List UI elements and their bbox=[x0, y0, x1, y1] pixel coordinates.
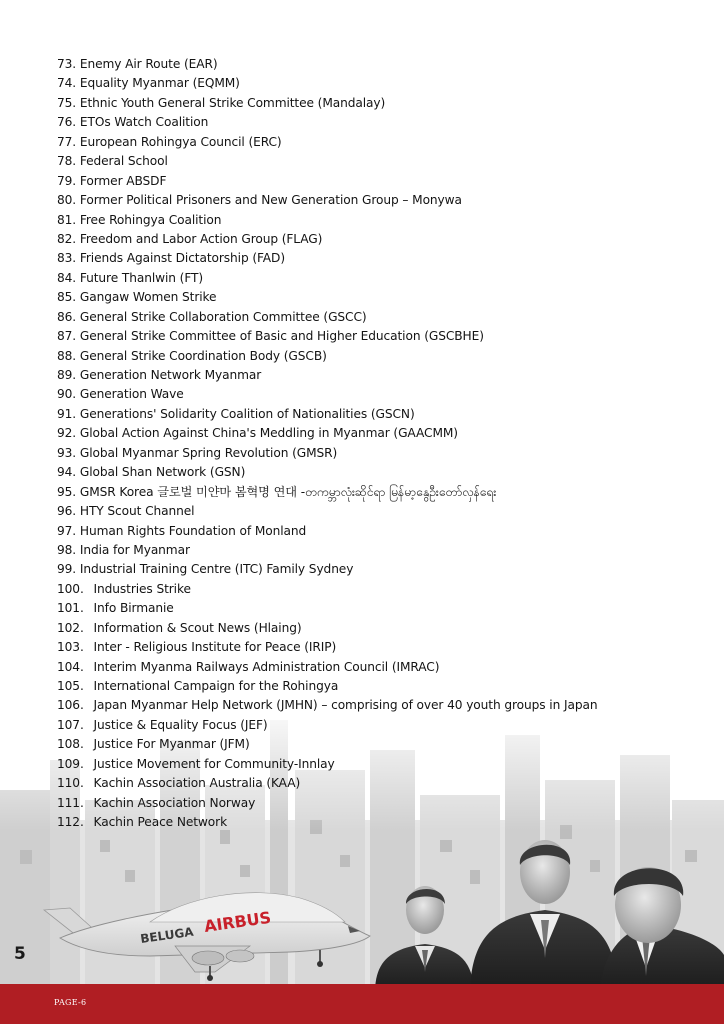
list-item-text: Future Thanlwin (FT) bbox=[79, 270, 204, 285]
list-item-text: Friends Against Dictatorship (FAD) bbox=[79, 251, 285, 266]
list-item-number: 99. bbox=[57, 562, 77, 577]
list-item-number: 93. bbox=[57, 445, 77, 460]
list-item bbox=[57, 269, 597, 288]
footer-page-label: PAGE-6 bbox=[54, 998, 87, 1007]
list-item bbox=[57, 463, 597, 482]
list-item-text: General Strike Committee of Basic and Higher Education (GSCBHE) bbox=[79, 329, 484, 344]
list-item-text: Equality Myanmar (EQMM) bbox=[79, 76, 240, 91]
list-item-text: Justice For Myanmar (JFM) bbox=[93, 737, 250, 752]
list-item bbox=[57, 502, 597, 521]
list-item-text: Industries Strike bbox=[93, 581, 191, 596]
list-item-text: European Rohingya Council (ERC) bbox=[79, 134, 282, 149]
list-item-text: Industrial Training Centre (ITC) Family Sydney bbox=[79, 562, 354, 577]
list-item-number: 76. bbox=[57, 115, 77, 130]
page-number: 5 bbox=[14, 944, 26, 964]
list-item bbox=[57, 385, 597, 404]
list-item-number: 107. bbox=[57, 717, 84, 732]
list-item-number: 111. bbox=[57, 795, 84, 810]
list-item-text: HTY Scout Channel bbox=[79, 504, 195, 519]
list-item-text: Information & Scout News (Hlaing) bbox=[93, 620, 302, 635]
footer-bar bbox=[0, 984, 724, 1024]
list-item-text: International Campaign for the Rohingya bbox=[93, 679, 339, 693]
list-item bbox=[57, 696, 597, 715]
list-item-text: Kachin Association Australia (KAA) bbox=[93, 776, 301, 791]
list-item-number: 103. bbox=[57, 640, 84, 655]
list-item-number: 88. bbox=[57, 348, 77, 363]
list-item bbox=[57, 347, 597, 366]
list-item bbox=[57, 638, 597, 657]
list-item-text: Generation Network Myanmar bbox=[79, 368, 262, 382]
list-item-text: Kachin Peace Network bbox=[93, 815, 228, 830]
list-item-number: 109. bbox=[57, 756, 84, 771]
list-item-text: Generation Wave bbox=[79, 387, 184, 402]
list-item-text: General Strike Coordination Body (GSCB) bbox=[79, 348, 327, 363]
list-item-text: Kachin Association Norway bbox=[93, 795, 256, 810]
list-item-number: 86. bbox=[57, 309, 77, 324]
list-item-text: Generations' Solidarity Coalition of Nationalities (GSCN) bbox=[79, 406, 415, 421]
list-item-number: 106. bbox=[57, 698, 84, 713]
list-item-number: 100. bbox=[57, 581, 84, 596]
list-item bbox=[57, 774, 597, 793]
list-item bbox=[57, 152, 597, 171]
list-item-number: 102. bbox=[57, 620, 84, 635]
list-item bbox=[57, 113, 597, 132]
list-item bbox=[57, 366, 597, 385]
list-item bbox=[57, 424, 597, 443]
list-item-number: 92. bbox=[57, 426, 77, 441]
list-item-text: Japan Myanmar Help Network (JMHN) – comprising of over 40 youth groups in Japan bbox=[93, 698, 598, 713]
list-item bbox=[57, 327, 597, 346]
list-item-number: 79. bbox=[57, 173, 77, 188]
list-item-text: Global Shan Network (GSN) bbox=[79, 465, 246, 480]
list-item bbox=[57, 755, 597, 774]
list-item-text: Former Political Prisoners and New Generation Group – Monywa bbox=[79, 193, 462, 208]
list-item bbox=[57, 94, 597, 113]
list-item-number: 98. bbox=[57, 542, 77, 557]
list-item bbox=[57, 405, 597, 424]
list-item-number: 82. bbox=[57, 231, 77, 246]
list-item bbox=[57, 191, 597, 210]
airplane-brand-beluga: BELUGA bbox=[139, 924, 195, 946]
list-item bbox=[57, 599, 597, 618]
list-item bbox=[57, 74, 597, 93]
list-item bbox=[57, 288, 597, 307]
list-item-text: GMSR Korea 글로벌 미얀마 봄혁명 연대 -တကမ္ဘာလုံးဆိုင်ရာ မြန်မာ့နွေဦးတော်လှန်ရေး bbox=[79, 484, 497, 499]
list-item-number: 112. bbox=[57, 815, 84, 830]
list-item-text: Interim Myanma Railways Administration Council (IMRAC) bbox=[93, 659, 440, 674]
list-item-text: Freedom and Labor Action Group (FLAG) bbox=[79, 231, 323, 246]
list-item-text: Human Rights Foundation of Monland bbox=[79, 523, 307, 538]
list-item-text: Info Birmanie bbox=[93, 601, 174, 616]
list-item-text: Justice Movement for Community-Innlay bbox=[93, 756, 335, 771]
list-item-number: 85. bbox=[57, 290, 77, 305]
list-item bbox=[57, 444, 597, 463]
list-item bbox=[57, 249, 597, 268]
list-item-number: 101. bbox=[57, 601, 84, 616]
list-item bbox=[57, 230, 597, 249]
list-item-text: Federal School bbox=[79, 154, 168, 169]
list-item bbox=[57, 716, 597, 735]
list-item-text: Enemy Air Route (EAR) bbox=[79, 57, 218, 71]
list-item bbox=[57, 133, 597, 152]
list-item bbox=[57, 560, 597, 579]
list-item-text: Inter - Religious Institute for Peace (IRIP) bbox=[93, 640, 337, 655]
list-item-number: 87. bbox=[57, 329, 77, 344]
list-item bbox=[57, 541, 597, 560]
list-item bbox=[57, 677, 597, 696]
list-item-number: 97. bbox=[57, 523, 77, 538]
list-item-number: 89. bbox=[57, 368, 77, 382]
list-item bbox=[57, 813, 597, 832]
list-item-number: 81. bbox=[57, 212, 77, 227]
list-item-text: Justice & Equality Focus (JEF) bbox=[93, 717, 268, 732]
list-item-text: Global Action Against China's Meddling in Myanmar (GAACMM) bbox=[79, 426, 458, 441]
list-item-number: 108. bbox=[57, 737, 84, 752]
list-item bbox=[57, 522, 597, 541]
list-item-number: 104. bbox=[57, 659, 84, 674]
list-item-number: 74. bbox=[57, 76, 77, 91]
airplane-brand-airbus: AIRBUS bbox=[202, 907, 273, 936]
list-item-number: 110. bbox=[57, 776, 84, 791]
list-item-number: 105. bbox=[57, 679, 84, 693]
list-item-text: Former ABSDF bbox=[79, 173, 167, 188]
list-item-text: Free Rohingya Coalition bbox=[79, 212, 222, 227]
list-item-text: General Strike Collaboration Committee (GSCC) bbox=[79, 309, 367, 324]
list-item bbox=[57, 172, 597, 191]
list-item bbox=[57, 580, 597, 599]
list-item-text: Gangaw Women Strike bbox=[79, 290, 217, 305]
list-item bbox=[57, 658, 597, 677]
list-item-number: 83. bbox=[57, 251, 77, 266]
list-item-text: India for Myanmar bbox=[79, 542, 190, 557]
list-item-text: Global Myanmar Spring Revolution (GMSR) bbox=[79, 445, 338, 460]
list-item-number: 77. bbox=[57, 134, 77, 149]
list-item bbox=[57, 308, 597, 327]
list-item-number: 75. bbox=[57, 95, 77, 110]
list-item bbox=[57, 55, 597, 74]
list-item-number: 91. bbox=[57, 406, 77, 421]
list-item-text: ETOs Watch Coalition bbox=[79, 115, 209, 130]
list-item-text: Ethnic Youth General Strike Committee (Mandalay) bbox=[79, 95, 386, 110]
organization-list bbox=[57, 55, 597, 833]
list-item bbox=[57, 211, 597, 230]
list-item-number: 73. bbox=[57, 57, 77, 71]
list-item-number: 94. bbox=[57, 465, 77, 480]
list-item bbox=[57, 794, 597, 813]
list-item-number: 84. bbox=[57, 270, 77, 285]
list-item-number: 78. bbox=[57, 154, 77, 169]
list-item bbox=[57, 735, 597, 754]
list-item bbox=[57, 619, 597, 638]
list-item-number: 96. bbox=[57, 504, 77, 519]
list-item-number: 95. bbox=[57, 484, 77, 499]
list-item-number: 90. bbox=[57, 387, 77, 402]
list-item-number: 80. bbox=[57, 193, 77, 208]
list-item bbox=[57, 483, 597, 502]
